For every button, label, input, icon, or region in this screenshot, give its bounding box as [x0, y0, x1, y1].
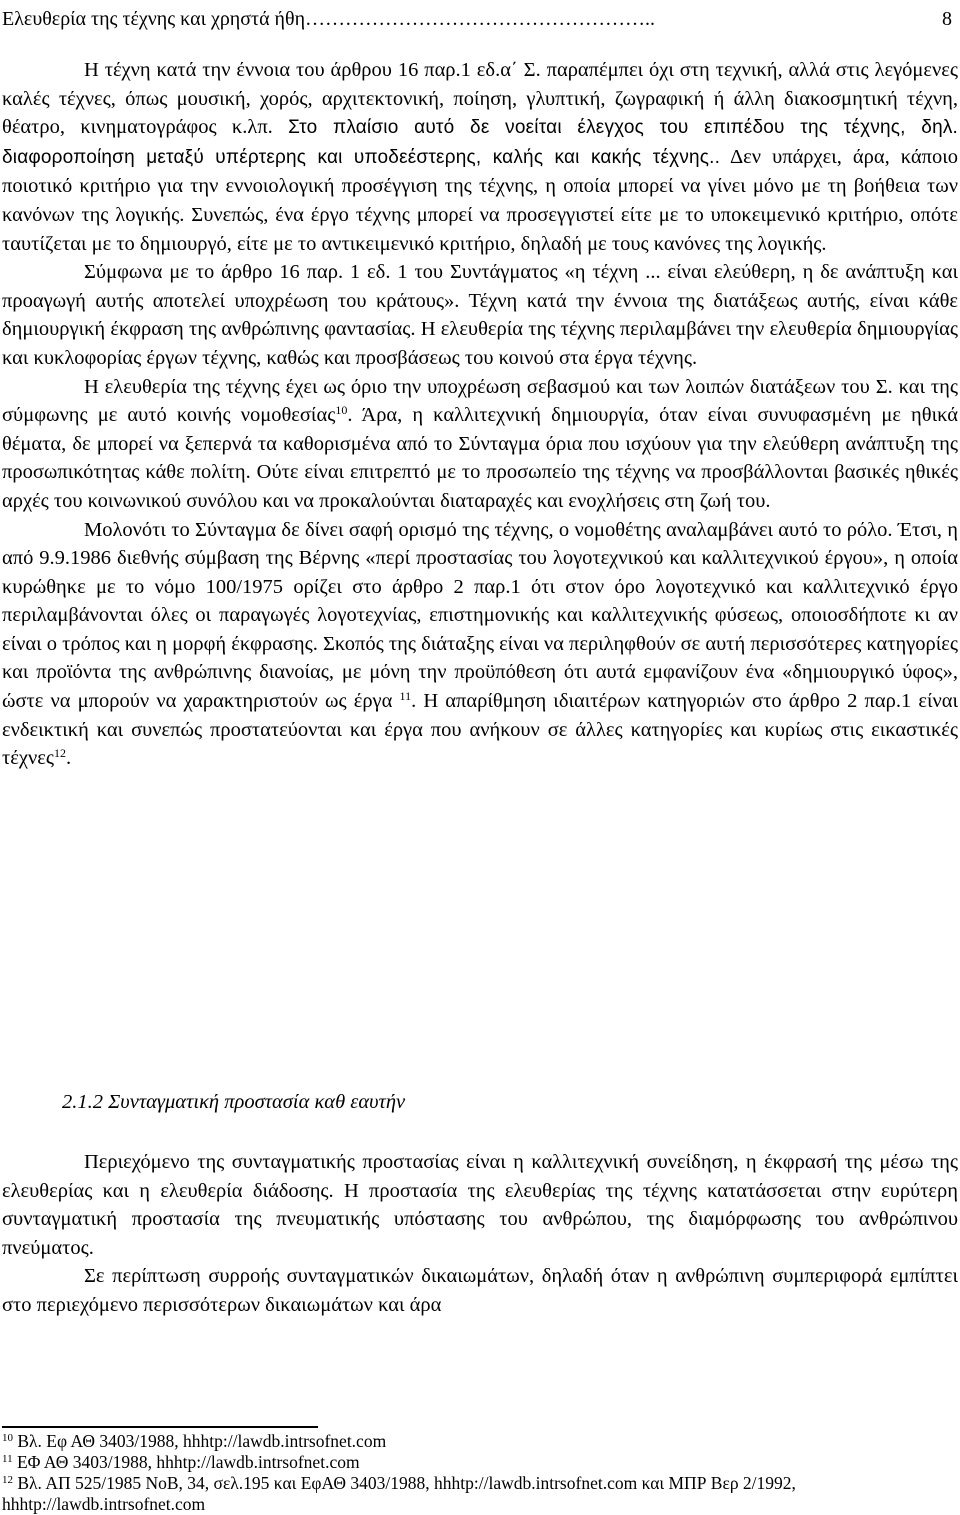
footnote — [2, 1452, 958, 1473]
section-text — [2, 1148, 958, 1320]
paragraph-2 — [2, 258, 958, 372]
footnote-number: 10 — [2, 1432, 13, 1444]
sentence: Στο πλαίσιο αυτό δε νοείται έλεγχος του επιπέδου της τέχνης, δηλ. διαφοροποίηση μεταξύ υπέρτερης και υποδεέστερης, καλής και κακής τέχνης.. — [2, 117, 959, 168]
sentence: . — [65, 747, 72, 770]
footnote-text: ΕΦ ΑΘ 3403/1988, hhhtp://lawdb.intrsofnet.com — [12, 1452, 360, 1472]
paragraph-6: Σε περίπτωση συρροής συνταγματικών δικαιωμάτων, δηλαδή όταν η ανθρώπινη συμπεριφορά εμπίπτει στο περιεχόμενο περισσότερων δικαιωμάτων και άρα — [2, 1265, 958, 1316]
paragraph-1 — [2, 56, 958, 258]
sentence: . Άρα, η καλλιτεχνική δημιουργία, όταν είναι συνυφασμένη με ηθικά θέματα, δε μπορεί να ξεπερνά τα καθορισμένα από το Σύνταγμα όρια που ισχύουν για την ελεύθερη ανάπτυξη της προσωπικότητας κάθε πολίτη. Ούτε είναι επιτρεπτό με το προσωπείο της τέχνης να προσβάλλονται βασικές ηθικές αρχές του κοινωνικού συνόλου και να προκαλούνται διαταραχές και ενοχλήσεις στη ζωή του. — [2, 404, 958, 512]
sentence: Δεν υπάρχει, άρα, κάποιο ποιοτικό κριτήριο για την εννοιολογική προσέγγιση της τέχνης, η οποία μπορεί να γίνει μόνο με τη βοήθεια των κανόνων της λογικής. — [2, 145, 958, 226]
sentence: Η ελευθερία της τέχνης έχει ως όριο την υποχρέωση σεβασμού και των λοιπών διατάξεων του Σ. και της σύμφωνης με αυτό κοινής νομοθεσίας — [2, 375, 958, 427]
paragraph-3 — [2, 373, 958, 516]
sentence: Τέχνη κατά την έννοια της διατάξεως αυτής, είναι κάθε δημιουργική έκφραση της ανθρώπινης φαντασίας. Η ελευθερία της τέχνης περιλαμβάνει την ελευθερία δημιουργίας και κυκλοφορίας έργων τέχνης, καθώς και προσβάσεως του κοινού στα έργα τέχνης. — [2, 289, 958, 369]
sentence: Συνεπώς, ένα έργο τέχνης μπορεί να προσεγγιστεί είτε με το υποκειμενικό κριτήριο, οπότε ταυτίζεται με το δημιουργό, είτε με το αντικειμενικό κριτήριο, δηλαδή με τους κανόνες της λογικής. — [2, 203, 959, 255]
footnote-separator — [2, 1426, 318, 1428]
sentence: Μολονότι το Σύνταγμα δε δίνει σαφή ορισμό της τέχνης, ο νομοθέτης αναλαμβάνει αυτό το ρόλο. Έτσι, η από 9.9.1986 διεθνής σύμβαση της Βέρνης «περί προστασίας του λογοτεχνικού και καλλιτεχνικού έργου», η οποία κυρώθηκε με το νόμο 100/1975 ορίζει στο άρθρο 2 παρ.1 ότι στον όρο λογοτεχνικό και καλλιτεχνικό έργο περιλαμβάνονται όλες οι παραγωγές λογοτεχνίας, επιστημονικής και καλλιτεχνικής φύσεως, οποιοσδήποτε κι αν είναι ο τρόπος και η μορφή έκφρασης. Σκοπός της διάταξης είναι να περιληφθούν σε αυτή περισσότερες κατηγορίες και προϊόντα της ανθρώπινης διανοίας, με μόνη την προϋπόθεση ότι αυτά εμφανίζουν ένα «δημιουργικό ύφος», ώστε να μπορούν να χαρακτηριστούν ως έργα — [2, 518, 958, 713]
footnote — [2, 1473, 958, 1515]
footnote-text: Βλ. ΑΠ 525/1985 ΝοΒ, 34, σελ.195 και ΕφΑΘ 3403/1988, hhhtp://lawdb.intrsofnet.com και ΜΠΡ Βερ 2/1992, hhhtp://lawdb.intrsofnet.com — [2, 1473, 796, 1514]
header-title: Ελευθερία της τέχνης και χρηστά ήθη…………………………………………….. — [2, 8, 656, 30]
main-text — [2, 56, 958, 773]
paragraph-5: Περιεχόμενο της συνταγματικής προστασίας είναι η καλλιτεχνική συνείδηση, η έκφρασή της μέσω της ελευθερίας και η ελευθερία διάδοσης. Η προστασία της ελευθερίας της τέχνης κατατάσσεται στην ευρύτερη συνταγματική προστασία της πνευματικής υπόστασης του ανθρώπου, της διαμόρφωσης του ανθρώπινου πνεύματος. — [2, 1151, 958, 1259]
footnote-number: 12 — [2, 1474, 13, 1486]
paragraph-4 — [2, 516, 958, 773]
page-number: 8 — [938, 4, 952, 34]
sentence: Σύμφωνα με το άρθρο 16 παρ. 1 εδ. 1 του Συντάγματος «η τέχνη ... είναι ελεύθερη, η δε ανάπτυξη και προαγωγή αυτής αποτελεί υποχρέωση του κράτους». — [2, 261, 958, 312]
footnote-text: Βλ. Εφ ΑΘ 3403/1988, hhhtp://lawdb.intrsofnet.com — [13, 1431, 387, 1451]
footnote-ref[interactable]: 12 — [53, 746, 66, 761]
running-header — [2, 4, 952, 34]
sentence: . Η απαρίθμηση ιδιαιτέρων κατηγοριών στο άρθρο 2 παρ.1 είναι ενδεικτική και συνεπώς προστατεύονται και έργα που ανήκουν σε άλλες κατηγορίες και κυρίως στις εικαστικές τέχνες — [2, 690, 959, 770]
footnote-ref[interactable]: 10 — [335, 403, 348, 418]
footnote — [2, 1431, 958, 1452]
footnotes — [2, 1431, 958, 1515]
section-heading: 2.1.2 Συνταγματική προστασία καθ εαυτήν — [62, 1091, 406, 1113]
footnote-ref[interactable]: 11 — [399, 689, 412, 704]
footnote-number: 11 — [2, 1453, 13, 1465]
sentence: Η τέχνη κατά την έννοια του άρθρου 16 παρ.1 εδ.α΄ Σ. παραπέμπει όχι στη τεχνική, αλλά στις λεγόμενες καλές τέχνες, όπως μουσική, χορός, αρχιτεκτονική, ποίηση, γλυπτική, ζωγραφική ή άλλη διακοσμητική τέχνη, θέατρο, κινηματογράφος κ.λπ. — [2, 59, 958, 139]
